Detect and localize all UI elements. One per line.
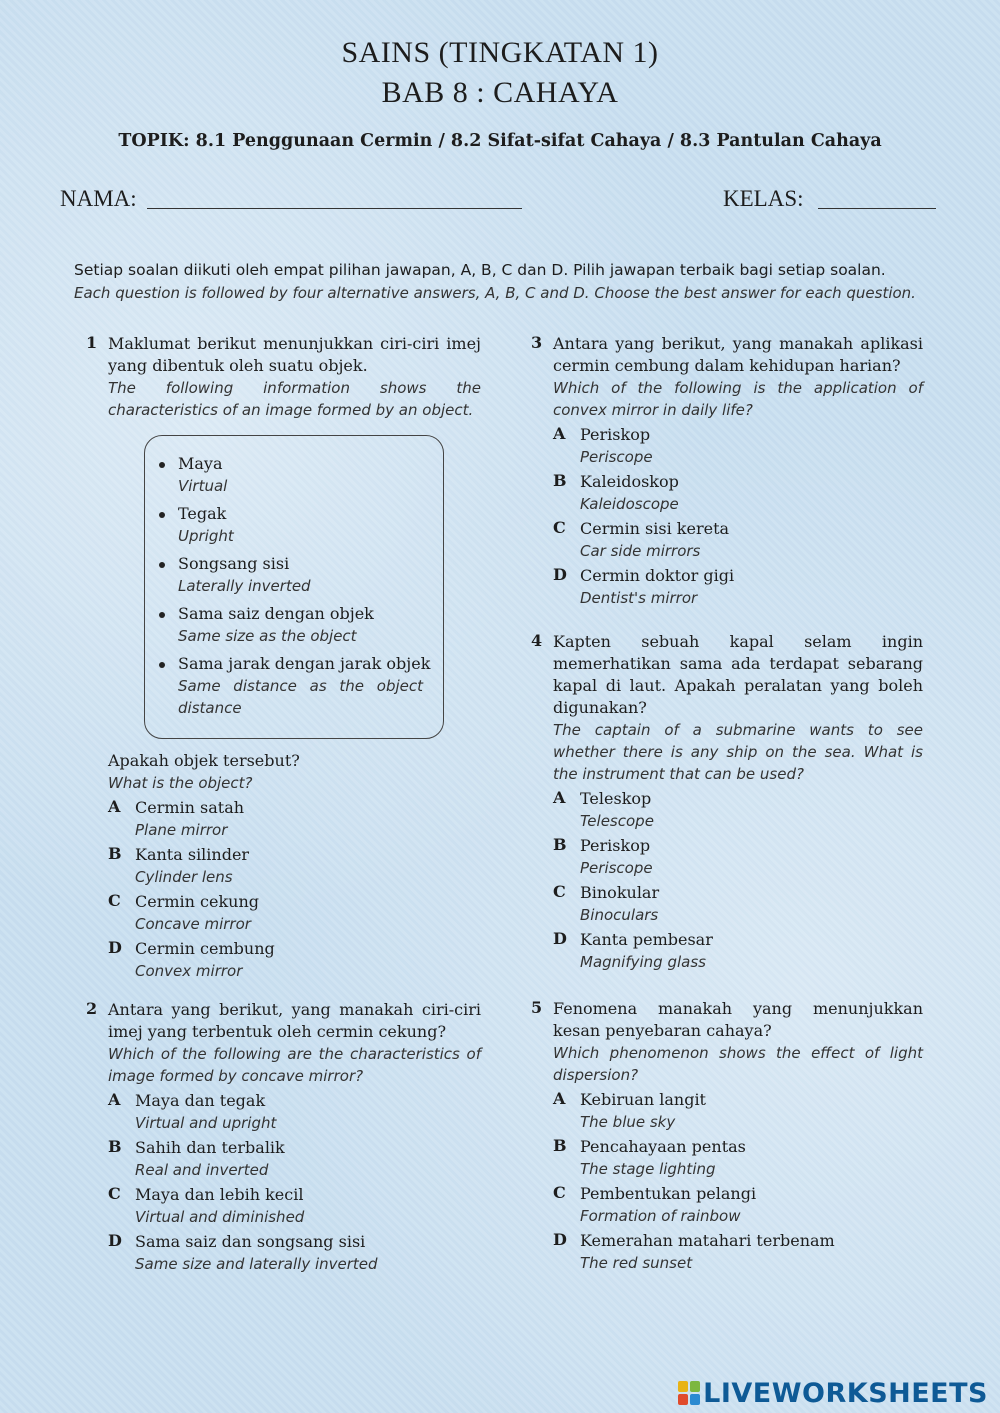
bullet-icon xyxy=(159,662,165,668)
topic-line: TOPIK: 8.1 Penggunaan Cermin / 8.2 Sifat-sifat Cahaya / 8.3 Pantulan Cahaya xyxy=(118,131,882,151)
option-text-malay: Kanta pembesar xyxy=(580,930,713,949)
option-a[interactable] xyxy=(553,1089,923,1133)
question-1 xyxy=(86,333,481,421)
option-c[interactable] xyxy=(553,1183,923,1227)
question-text-english: Which of the following are the characteristics of image formed by concave mirror? xyxy=(108,1045,481,1085)
option-text-english: Virtual and diminished xyxy=(135,1208,305,1226)
characteristic-malay: Songsang sisi xyxy=(178,554,290,573)
option-text-english: The blue sky xyxy=(580,1113,676,1131)
option-text-english: Telescope xyxy=(580,812,654,830)
option-text-english: Periscope xyxy=(580,448,653,466)
option-text-malay: Pencahayaan pentas xyxy=(580,1137,746,1156)
option-text-english: Concave mirror xyxy=(135,915,251,933)
option-letter: C xyxy=(553,882,566,901)
option-text-english: Magnifying glass xyxy=(580,953,706,971)
characteristic-english: Laterally inverted xyxy=(178,577,311,595)
option-text-malay: Kebiruan langit xyxy=(580,1090,706,1109)
option-a[interactable] xyxy=(553,424,923,468)
option-letter: A xyxy=(553,1089,566,1108)
option-a[interactable] xyxy=(553,788,923,832)
question-text-english: The following information shows the characteristics of an image formed by an object. xyxy=(108,379,481,419)
option-d[interactable] xyxy=(553,565,923,609)
characteristic-item xyxy=(145,553,443,597)
option-letter: A xyxy=(108,797,121,816)
option-text-english: Cylinder lens xyxy=(135,868,233,886)
option-text-english: Binoculars xyxy=(580,906,659,924)
option-text-malay: Cermin doktor gigi xyxy=(580,566,735,585)
option-text-malay: Cermin cembung xyxy=(135,939,275,958)
liveworksheets-logo[interactable] xyxy=(678,1378,988,1409)
characteristic-item xyxy=(145,653,443,719)
option-text-malay: Cermin satah xyxy=(135,798,245,817)
characteristic-english: Virtual xyxy=(178,477,228,495)
instructions-english: Each question is followed by four alternative answers, A, B, C and D. Choose the best answer for each question. xyxy=(74,284,916,302)
question-5 xyxy=(531,998,923,1274)
option-letter: B xyxy=(553,471,567,490)
question-text-malay: Kapten sebuah kapal selam ingin memerhatikan sama ada terdapat sebarang kapal di laut. Apakah peralatan yang boleh digunakan? xyxy=(553,632,923,717)
instructions-malay: Setiap soalan diikuti oleh empat pilihan jawapan, A, B, C dan D. Pilih jawapan terbaik bagi setiap soalan. xyxy=(74,261,886,279)
option-d[interactable] xyxy=(108,938,481,982)
option-b[interactable] xyxy=(553,471,923,515)
option-text-english: Real and inverted xyxy=(135,1161,269,1179)
option-letter: D xyxy=(108,938,122,957)
option-text-malay: Periskop xyxy=(580,425,651,444)
option-text-english: Virtual and upright xyxy=(135,1114,277,1132)
option-text-malay: Kemerahan matahari terbenam xyxy=(580,1231,835,1250)
question-text-english: Which phenomenon shows the effect of light dispersion? xyxy=(553,1044,923,1084)
option-text-english: Dentist's mirror xyxy=(580,589,698,607)
option-a[interactable] xyxy=(108,1090,481,1134)
question-text-malay: Antara yang berikut, yang manakah aplikasi cermin cembung dalam kehidupan harian? xyxy=(553,334,923,375)
characteristic-malay: Maya xyxy=(178,454,223,473)
option-text-malay: Sama saiz dan songsang sisi xyxy=(135,1232,366,1251)
option-text-malay: Sahih dan terbalik xyxy=(135,1138,285,1157)
option-text-english: Formation of rainbow xyxy=(580,1207,741,1225)
characteristic-malay: Sama saiz dengan objek xyxy=(178,604,374,623)
characteristic-item xyxy=(145,603,443,647)
question-text-english: The captain of a submarine wants to see whether there is any ship on the sea. What is the instrument that can be used? xyxy=(553,721,923,783)
option-text-malay: Binokular xyxy=(580,883,660,902)
question-1-options xyxy=(108,750,481,982)
bullet-icon xyxy=(159,512,165,518)
question-prompt-malay: Apakah objek tersebut? xyxy=(108,751,300,770)
option-letter: C xyxy=(108,1184,121,1203)
characteristic-malay: Sama jarak dengan jarak objek xyxy=(178,654,431,673)
name-field[interactable] xyxy=(147,208,522,209)
liveworksheets-icon xyxy=(678,1381,700,1405)
option-text-malay: Maya dan lebih kecil xyxy=(135,1185,304,1204)
option-c[interactable] xyxy=(553,882,923,926)
question-number: 2 xyxy=(86,999,98,1018)
option-d[interactable] xyxy=(553,929,923,973)
option-letter: B xyxy=(108,844,122,863)
option-letter: C xyxy=(553,518,566,537)
characteristics-box xyxy=(144,435,444,739)
question-number: 4 xyxy=(531,631,543,650)
option-text-malay: Pembentukan pelangi xyxy=(580,1184,757,1203)
option-text-malay: Kaleidoskop xyxy=(580,472,679,491)
question-3 xyxy=(531,333,923,609)
characteristic-item xyxy=(145,453,443,497)
question-number: 5 xyxy=(531,998,543,1017)
option-letter: D xyxy=(108,1231,122,1250)
option-c[interactable] xyxy=(553,518,923,562)
option-letter: D xyxy=(553,1230,567,1249)
option-text-english: Plane mirror xyxy=(135,821,228,839)
characteristic-english: Same distance as the object distance xyxy=(178,677,423,717)
option-text-malay: Teleskop xyxy=(580,789,652,808)
option-text-malay: Periskop xyxy=(580,836,651,855)
option-b[interactable] xyxy=(108,1137,481,1181)
question-text-malay: Antara yang berikut, yang manakah ciri-ciri imej yang terbentuk oleh cermin cekung? xyxy=(108,1000,481,1041)
question-4 xyxy=(531,631,923,973)
option-letter: C xyxy=(108,891,121,910)
class-label: KELAS: xyxy=(723,186,804,211)
characteristic-malay: Tegak xyxy=(178,504,227,523)
option-text-english: Periscope xyxy=(580,859,653,877)
option-text-english: The stage lighting xyxy=(580,1160,716,1178)
question-number: 3 xyxy=(531,333,543,352)
option-letter: B xyxy=(108,1137,122,1156)
characteristic-item xyxy=(145,503,443,547)
option-a[interactable] xyxy=(108,797,481,841)
option-text-english: Convex mirror xyxy=(135,962,243,980)
question-text-malay: Maklumat berikut menunjukkan ciri-ciri imej yang dibentuk oleh suatu objek. xyxy=(108,334,481,375)
option-text-english: Car side mirrors xyxy=(580,542,701,560)
option-b[interactable] xyxy=(553,835,923,879)
option-text-malay: Kanta silinder xyxy=(135,845,250,864)
option-text-english: Kaleidoscope xyxy=(580,495,679,513)
option-letter: B xyxy=(553,835,567,854)
option-text-malay: Cermin sisi kereta xyxy=(580,519,730,538)
option-d[interactable] xyxy=(108,1231,481,1275)
option-c[interactable] xyxy=(108,1184,481,1228)
option-letter: B xyxy=(553,1136,567,1155)
bullet-icon xyxy=(159,562,165,568)
brand-name: LIVEWORKSHEETS xyxy=(703,1378,988,1409)
option-c[interactable] xyxy=(108,891,481,935)
option-letter: D xyxy=(553,929,567,948)
characteristic-english: Upright xyxy=(178,527,234,545)
option-d[interactable] xyxy=(553,1230,923,1274)
question-text-english: Which of the following is the application of convex mirror in daily life? xyxy=(553,379,923,419)
bullet-icon xyxy=(159,462,165,468)
chapter-title: BAB 8 : CAHAYA xyxy=(381,76,619,109)
option-letter: A xyxy=(553,424,566,443)
option-b[interactable] xyxy=(108,844,481,888)
class-field[interactable] xyxy=(818,208,936,209)
option-b[interactable] xyxy=(553,1136,923,1180)
option-letter: A xyxy=(553,788,566,807)
name-label: NAMA: xyxy=(60,186,137,211)
option-letter: A xyxy=(108,1090,121,1109)
option-text-english: The red sunset xyxy=(580,1254,693,1272)
bullet-icon xyxy=(159,612,165,618)
worksheet-title: SAINS (TINGKATAN 1) xyxy=(341,36,659,69)
option-letter: C xyxy=(553,1183,566,1202)
option-text-malay: Cermin cekung xyxy=(135,892,260,911)
characteristic-english: Same size as the object xyxy=(178,627,357,645)
question-prompt-english: What is the object? xyxy=(108,774,253,792)
option-text-english: Same size and laterally inverted xyxy=(135,1255,378,1273)
option-letter: D xyxy=(553,565,567,584)
question-number: 1 xyxy=(86,333,98,352)
option-text-malay: Maya dan tegak xyxy=(135,1091,266,1110)
question-2 xyxy=(86,999,481,1275)
question-text-malay: Fenomena manakah yang menunjukkan kesan penyebaran cahaya? xyxy=(553,999,923,1040)
